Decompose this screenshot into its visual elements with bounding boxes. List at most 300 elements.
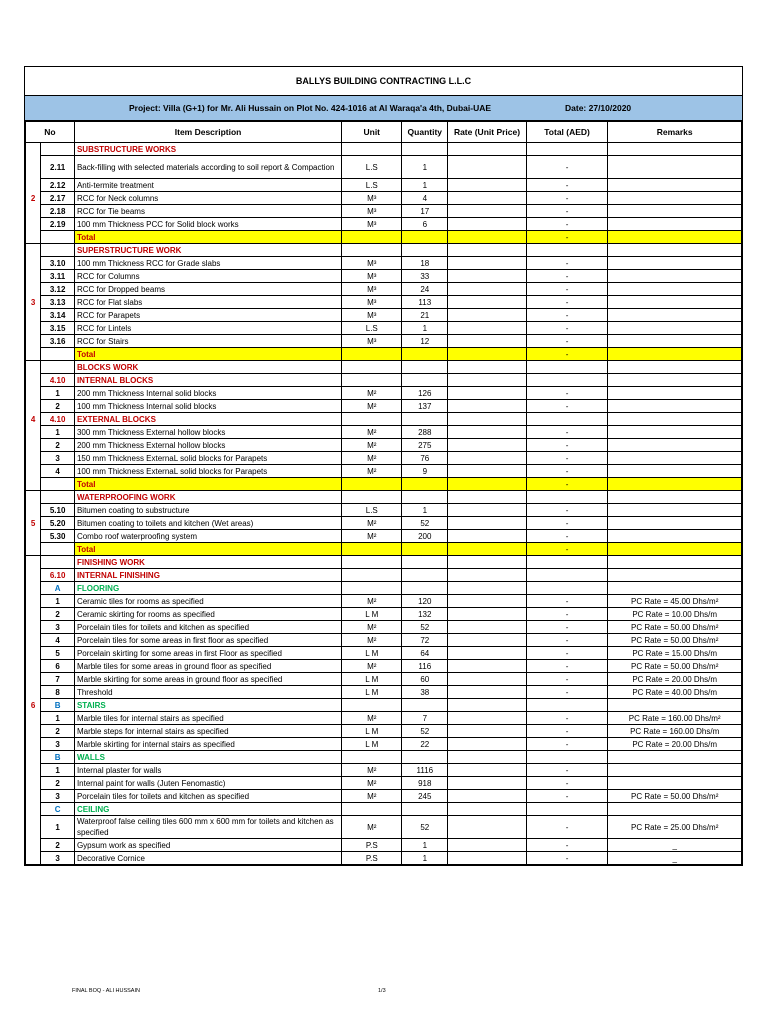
item-unit: L.S xyxy=(342,504,402,517)
item-number: 3.12 xyxy=(41,283,75,296)
empty-cell xyxy=(402,803,448,816)
total-qty-cell xyxy=(402,478,448,491)
item-remarks xyxy=(608,179,742,192)
no-cell xyxy=(41,491,75,504)
table-row xyxy=(26,530,742,543)
empty-cell xyxy=(608,582,742,595)
item-number: 2.19 xyxy=(41,218,75,231)
table-row xyxy=(26,465,742,478)
item-number: 3.14 xyxy=(41,309,75,322)
item-total: - xyxy=(526,257,608,270)
item-description: 300 mm Thickness External hollow blocks xyxy=(74,426,341,439)
item-number: 6 xyxy=(41,660,75,673)
empty-cell xyxy=(526,244,608,257)
table-row xyxy=(26,699,742,712)
total-amount: - xyxy=(526,348,608,361)
project-date: Date: 27/10/2020 xyxy=(565,103,632,113)
item-description: 200 mm Thickness Internal solid blocks xyxy=(74,387,341,400)
total-remarks-cell xyxy=(608,348,742,361)
item-unit: M³ xyxy=(342,270,402,283)
item-unit: M² xyxy=(342,452,402,465)
item-rate xyxy=(448,426,527,439)
item-description: RCC for Lintels xyxy=(74,322,341,335)
group-number-cell xyxy=(26,218,41,231)
item-unit: L M xyxy=(342,738,402,751)
item-quantity: 12 xyxy=(402,335,448,348)
empty-cell xyxy=(402,556,448,569)
item-unit: L.S xyxy=(342,179,402,192)
item-unit: M² xyxy=(342,400,402,413)
total-rate-cell xyxy=(448,478,527,491)
section-title: WATERPROOFING WORK xyxy=(74,491,341,504)
item-number: 3.10 xyxy=(41,257,75,270)
item-total: - xyxy=(526,530,608,543)
footer-page-number: 1/3 xyxy=(378,988,386,994)
subsection-title: FLOORING xyxy=(74,582,341,595)
item-remarks: PC Rate = 45.00 Dhs/m² xyxy=(608,595,742,608)
subsection-title: CEILING xyxy=(74,803,341,816)
group-number-cell xyxy=(26,426,41,439)
col-header-no: No xyxy=(26,122,75,143)
item-description: 100 mm Thickness ExternaL solid blocks for Parapets xyxy=(74,465,341,478)
item-rate xyxy=(448,839,527,852)
empty-cell xyxy=(526,556,608,569)
item-remarks xyxy=(608,517,742,530)
item-description: Porcelain skirting for some areas in first Floor as specified xyxy=(74,647,341,660)
empty-cell xyxy=(342,556,402,569)
item-unit: M² xyxy=(342,777,402,790)
item-remarks xyxy=(608,192,742,205)
total-qty-cell xyxy=(402,348,448,361)
item-description: RCC for Parapets xyxy=(74,309,341,322)
item-description: Porcelain tiles for toilets and kitchen as specified xyxy=(74,790,341,803)
group-number-cell xyxy=(26,179,41,192)
item-total: - xyxy=(526,634,608,647)
total-unit-cell xyxy=(342,348,402,361)
table-row xyxy=(26,543,742,556)
table-row xyxy=(26,322,742,335)
group-number-cell xyxy=(26,569,41,582)
item-rate xyxy=(448,595,527,608)
table-row xyxy=(26,608,742,621)
item-quantity: 17 xyxy=(402,205,448,218)
empty-cell xyxy=(448,751,527,764)
item-remarks: PC Rate = 160.00 Dhs/m² xyxy=(608,712,742,725)
item-remarks xyxy=(608,777,742,790)
table-row xyxy=(26,491,742,504)
total-remarks-cell xyxy=(608,543,742,556)
empty-cell xyxy=(402,413,448,426)
item-total: - xyxy=(526,852,608,865)
item-total: - xyxy=(526,387,608,400)
item-rate xyxy=(448,517,527,530)
group-number-cell xyxy=(26,309,41,322)
empty-cell xyxy=(608,361,742,374)
item-rate xyxy=(448,309,527,322)
item-remarks: PC Rate = 10.00 Dhs/m xyxy=(608,608,742,621)
no-cell xyxy=(41,231,75,244)
group-number-cell xyxy=(26,156,41,179)
item-quantity: 245 xyxy=(402,790,448,803)
empty-cell xyxy=(526,569,608,582)
table-row xyxy=(26,309,742,322)
item-rate xyxy=(448,192,527,205)
item-remarks xyxy=(608,257,742,270)
item-quantity: 1 xyxy=(402,156,448,179)
item-quantity: 1 xyxy=(402,322,448,335)
item-remarks xyxy=(608,439,742,452)
item-number: 2 xyxy=(41,839,75,852)
item-quantity: 52 xyxy=(402,621,448,634)
group-number-cell xyxy=(26,543,41,556)
empty-cell xyxy=(342,803,402,816)
group-number-cell xyxy=(26,673,41,686)
empty-cell xyxy=(526,751,608,764)
group-number-cell xyxy=(26,777,41,790)
item-quantity: 52 xyxy=(402,816,448,839)
item-quantity: 22 xyxy=(402,738,448,751)
item-number: 7 xyxy=(41,673,75,686)
item-number: 1 xyxy=(41,816,75,839)
subsection-title: INTERNAL FINISHING xyxy=(74,569,341,582)
item-quantity: 132 xyxy=(402,608,448,621)
subsection-number: B xyxy=(41,751,75,764)
item-quantity: 126 xyxy=(402,387,448,400)
item-remarks: PC Rate = 20.00 Dhs/m xyxy=(608,673,742,686)
group-number-cell xyxy=(26,335,41,348)
item-total: - xyxy=(526,270,608,283)
empty-cell xyxy=(448,244,527,257)
empty-cell xyxy=(608,803,742,816)
empty-cell xyxy=(342,374,402,387)
total-rate-cell xyxy=(448,231,527,244)
item-remarks: PC Rate = 25.00 Dhs/m² xyxy=(608,816,742,839)
group-number-cell xyxy=(26,686,41,699)
empty-cell xyxy=(402,361,448,374)
item-unit: L M xyxy=(342,725,402,738)
item-description: Marble skirting for some areas in ground floor as specified xyxy=(74,673,341,686)
item-total: - xyxy=(526,296,608,309)
group-number-cell xyxy=(26,270,41,283)
empty-cell xyxy=(526,374,608,387)
item-number: 8 xyxy=(41,686,75,699)
table-row xyxy=(26,257,742,270)
item-rate xyxy=(448,686,527,699)
item-description: Back-filling with selected materials according to soil report & Compaction xyxy=(74,156,341,179)
item-rate xyxy=(448,530,527,543)
empty-cell xyxy=(342,361,402,374)
group-number-cell xyxy=(26,647,41,660)
item-rate xyxy=(448,439,527,452)
item-total: - xyxy=(526,738,608,751)
group-number-cell xyxy=(26,257,41,270)
empty-cell xyxy=(342,569,402,582)
empty-cell xyxy=(448,374,527,387)
empty-cell xyxy=(448,143,527,156)
item-number: 2 xyxy=(41,777,75,790)
item-total: - xyxy=(526,426,608,439)
item-quantity: 137 xyxy=(402,400,448,413)
table-row xyxy=(26,764,742,777)
item-remarks xyxy=(608,283,742,296)
item-quantity: 1 xyxy=(402,179,448,192)
item-rate xyxy=(448,504,527,517)
empty-cell xyxy=(402,491,448,504)
item-total: - xyxy=(526,816,608,839)
group-number-cell xyxy=(26,491,41,504)
item-unit: M³ xyxy=(342,192,402,205)
section-title: FINISHING WORK xyxy=(74,556,341,569)
boq-body xyxy=(26,143,742,865)
item-description: Decorative Cornice xyxy=(74,852,341,865)
item-remarks: PC Rate = 50.00 Dhs/m² xyxy=(608,621,742,634)
table-row xyxy=(26,647,742,660)
item-rate xyxy=(448,270,527,283)
group-number-cell: 4 xyxy=(26,413,41,426)
item-rate xyxy=(448,852,527,865)
empty-cell xyxy=(448,491,527,504)
item-remarks: PC Rate = 160.00 Dhs/m xyxy=(608,725,742,738)
item-total: - xyxy=(526,725,608,738)
item-number: 5.30 xyxy=(41,530,75,543)
group-number-cell: 3 xyxy=(26,296,41,309)
total-remarks-cell xyxy=(608,231,742,244)
item-unit: M² xyxy=(342,816,402,839)
item-total: - xyxy=(526,504,608,517)
section-title: BLOCKS WORK xyxy=(74,361,341,374)
item-rate xyxy=(448,179,527,192)
item-unit: M² xyxy=(342,660,402,673)
item-total: - xyxy=(526,156,608,179)
project-title: Project: Villa (G+1) for Mr. Ali Hussain on Plot No. 424-1016 at Al Waraqa'a 4th, Dubai-UAE xyxy=(129,103,492,113)
empty-cell xyxy=(608,374,742,387)
group-number-cell xyxy=(26,852,41,865)
item-quantity: 9 xyxy=(402,465,448,478)
empty-cell xyxy=(402,569,448,582)
item-quantity: 72 xyxy=(402,634,448,647)
empty-cell xyxy=(342,413,402,426)
column-header-row xyxy=(26,122,742,143)
item-remarks: PC Rate = 50.00 Dhs/m² xyxy=(608,634,742,647)
item-unit: M² xyxy=(342,595,402,608)
table-row xyxy=(26,673,742,686)
group-number-cell xyxy=(26,816,41,839)
item-total: - xyxy=(526,179,608,192)
item-remarks xyxy=(608,452,742,465)
table-row xyxy=(26,777,742,790)
item-unit: M² xyxy=(342,621,402,634)
item-total: - xyxy=(526,400,608,413)
item-description: Marble skirting for internal stairs as specified xyxy=(74,738,341,751)
item-number: 4 xyxy=(41,465,75,478)
empty-cell xyxy=(526,582,608,595)
total-rate-cell xyxy=(448,348,527,361)
table-row xyxy=(26,660,742,673)
table-row xyxy=(26,156,742,179)
table-row xyxy=(26,790,742,803)
item-total: - xyxy=(526,660,608,673)
section-title: SUBSTRUCTURE WORKS xyxy=(74,143,341,156)
total-qty-cell xyxy=(402,543,448,556)
item-total: - xyxy=(526,517,608,530)
table-row xyxy=(26,556,742,569)
item-quantity: 113 xyxy=(402,296,448,309)
empty-cell xyxy=(402,751,448,764)
table-row xyxy=(26,387,742,400)
item-quantity: 1 xyxy=(402,852,448,865)
table-row xyxy=(26,569,742,582)
table-row xyxy=(26,143,742,156)
empty-cell xyxy=(448,699,527,712)
item-unit: M² xyxy=(342,465,402,478)
item-unit: M³ xyxy=(342,296,402,309)
item-quantity: 918 xyxy=(402,777,448,790)
empty-cell xyxy=(608,143,742,156)
item-number: 2.11 xyxy=(41,156,75,179)
no-cell xyxy=(41,143,75,156)
group-number-cell xyxy=(26,582,41,595)
table-row xyxy=(26,686,742,699)
item-total: - xyxy=(526,686,608,699)
item-quantity: 116 xyxy=(402,660,448,673)
total-amount: - xyxy=(526,478,608,491)
item-rate xyxy=(448,712,527,725)
item-unit: M² xyxy=(342,764,402,777)
empty-cell xyxy=(608,569,742,582)
group-number-cell xyxy=(26,387,41,400)
group-number-cell xyxy=(26,400,41,413)
empty-cell xyxy=(608,699,742,712)
table-row xyxy=(26,335,742,348)
group-number-cell xyxy=(26,374,41,387)
table-row xyxy=(26,738,742,751)
item-description: Internal paint for walls (Juten Fenomastic) xyxy=(74,777,341,790)
item-number: 3 xyxy=(41,621,75,634)
item-rate xyxy=(448,660,527,673)
empty-cell xyxy=(526,361,608,374)
col-header-description: Item Description xyxy=(74,122,341,143)
item-number: 5.10 xyxy=(41,504,75,517)
empty-cell xyxy=(448,582,527,595)
item-number: 1 xyxy=(41,387,75,400)
subsection-title: STAIRS xyxy=(74,699,341,712)
table-row xyxy=(26,179,742,192)
total-remarks-cell xyxy=(608,478,742,491)
item-unit: M³ xyxy=(342,283,402,296)
group-number-cell xyxy=(26,608,41,621)
item-quantity: 38 xyxy=(402,686,448,699)
no-cell xyxy=(41,361,75,374)
item-number: 2 xyxy=(41,400,75,413)
table-row xyxy=(26,413,742,426)
item-total: - xyxy=(526,283,608,296)
group-number-cell xyxy=(26,231,41,244)
table-row xyxy=(26,634,742,647)
group-number-cell xyxy=(26,348,41,361)
item-total: - xyxy=(526,335,608,348)
col-header-unit: Unit xyxy=(342,122,402,143)
no-cell xyxy=(41,556,75,569)
item-rate xyxy=(448,621,527,634)
table-row xyxy=(26,582,742,595)
group-number-cell: 6 xyxy=(26,699,41,712)
item-remarks xyxy=(608,764,742,777)
item-remarks xyxy=(608,530,742,543)
item-remarks xyxy=(608,156,742,179)
item-number: 1 xyxy=(41,595,75,608)
total-qty-cell xyxy=(402,231,448,244)
group-number-cell xyxy=(26,621,41,634)
item-number: 3.15 xyxy=(41,322,75,335)
item-remarks: PC Rate = 40.00 Dhs/m xyxy=(608,686,742,699)
item-remarks: _ xyxy=(608,839,742,852)
empty-cell xyxy=(342,582,402,595)
item-quantity: 64 xyxy=(402,647,448,660)
item-quantity: 1 xyxy=(402,504,448,517)
item-unit: P.S xyxy=(342,839,402,852)
subsection-number: 4.10 xyxy=(41,413,75,426)
table-row xyxy=(26,400,742,413)
item-remarks: PC Rate = 50.00 Dhs/m² xyxy=(608,660,742,673)
item-number: 1 xyxy=(41,764,75,777)
item-description: Ceramic skirting for rooms as specified xyxy=(74,608,341,621)
group-number-cell xyxy=(26,751,41,764)
table-row xyxy=(26,621,742,634)
item-number: 3 xyxy=(41,790,75,803)
item-remarks xyxy=(608,270,742,283)
total-unit-cell xyxy=(342,543,402,556)
item-number: 4 xyxy=(41,634,75,647)
item-description: 100 mm Thickness Internal solid blocks xyxy=(74,400,341,413)
table-row xyxy=(26,374,742,387)
item-number: 2 xyxy=(41,439,75,452)
item-remarks: PC Rate = 15.00 Dhs/m xyxy=(608,647,742,660)
item-unit: M² xyxy=(342,634,402,647)
subsection-title: EXTERNAL BLOCKS xyxy=(74,413,341,426)
item-unit: M³ xyxy=(342,309,402,322)
item-description: Bitumen coating to substructure xyxy=(74,504,341,517)
item-remarks: PC Rate = 20.00 Dhs/m xyxy=(608,738,742,751)
group-number-cell xyxy=(26,803,41,816)
item-description: Waterproof false ceiling tiles 600 mm x 600 mm for toilets and kitchen as specified xyxy=(74,816,341,839)
footer-document-name: FINAL BOQ - ALI HUSSAIN xyxy=(72,988,140,994)
item-rate xyxy=(448,764,527,777)
table-row xyxy=(26,478,742,491)
group-number-cell xyxy=(26,660,41,673)
item-quantity: 18 xyxy=(402,257,448,270)
total-label: Total xyxy=(74,231,341,244)
item-total: - xyxy=(526,790,608,803)
group-number-cell xyxy=(26,530,41,543)
item-rate xyxy=(448,283,527,296)
col-header-quantity: Quantity xyxy=(402,122,448,143)
table-row xyxy=(26,712,742,725)
item-rate xyxy=(448,777,527,790)
item-number: 3 xyxy=(41,852,75,865)
item-unit: M² xyxy=(342,530,402,543)
empty-cell xyxy=(526,803,608,816)
item-rate xyxy=(448,452,527,465)
item-description: Porcelain tiles for some areas in first floor as specified xyxy=(74,634,341,647)
item-quantity: 52 xyxy=(402,725,448,738)
item-total: - xyxy=(526,192,608,205)
item-quantity: 275 xyxy=(402,439,448,452)
item-total: - xyxy=(526,764,608,777)
total-unit-cell xyxy=(342,478,402,491)
boq-sheet xyxy=(24,66,743,866)
empty-cell xyxy=(526,699,608,712)
item-description: Anti-termite treatment xyxy=(74,179,341,192)
